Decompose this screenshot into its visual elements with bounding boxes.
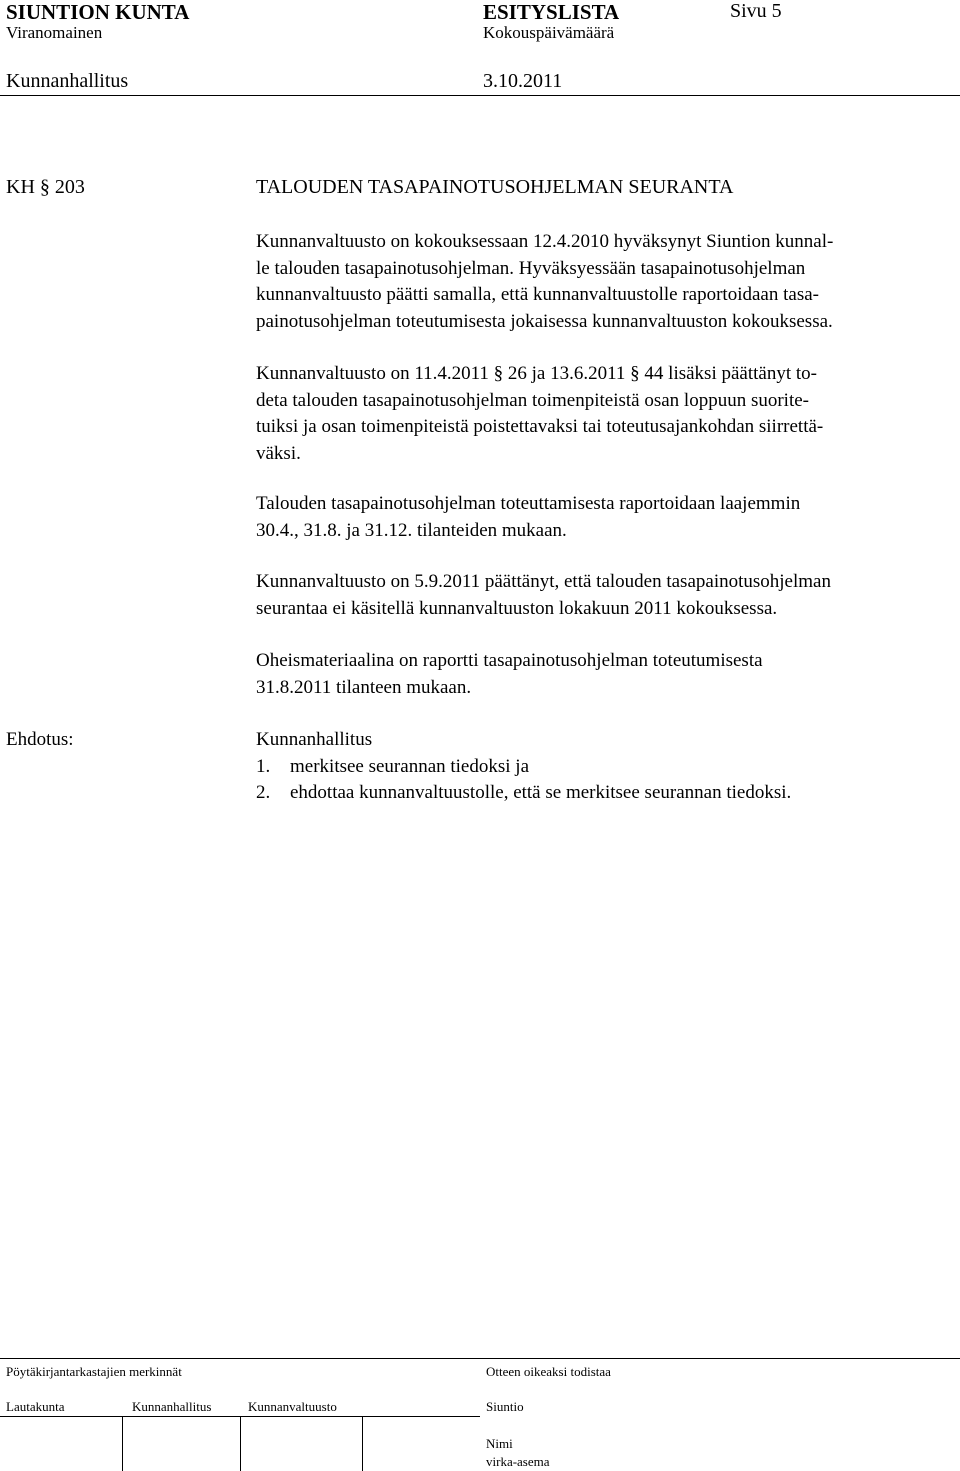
list-item [256, 754, 956, 781]
footer-col-divider [240, 1416, 241, 1471]
footer-col-council: Kunnanvaltuusto [248, 1399, 337, 1414]
paragraph-line: painotusohjelman toteutumisesta jokaisessa kunnanvaltuuston kokouksessa. [256, 310, 833, 332]
document-type: ESITYSLISTA [483, 0, 620, 24]
paragraph-line: deta talouden tasapainotusohjelman toimenpiteistä osan loppuun suorite- [256, 389, 809, 411]
paragraph-1 [256, 229, 956, 335]
footer-position: virka-asema [486, 1454, 550, 1469]
paragraph-line: tuiksi ja osan toimenpiteistä poistettavaksi tai toteutusajankohdan siirrettä- [256, 416, 824, 437]
footer-divider [0, 1358, 960, 1359]
paragraph-2 [256, 361, 956, 467]
paragraph-line: kunnanvaltuusto päätti samalla, että kunnanvaltuustolle raportoidaan tasa- [256, 284, 819, 305]
footer-col-divider [362, 1416, 363, 1471]
meeting-date-label: Kokouspäivämäärä [483, 23, 615, 42]
list-item-number: 1. [256, 755, 271, 777]
governing-body: Kunnanhallitus [6, 70, 129, 92]
footer-left-title: Pöytäkirjantarkastajien merkinnät [6, 1364, 182, 1379]
footer-name: Nimi [486, 1436, 513, 1451]
paragraph-5 [256, 648, 956, 701]
footer-place: Siuntio [486, 1399, 524, 1414]
footer-col-board: Lautakunta [6, 1399, 65, 1414]
paragraph-line: 31.8.2011 tilanteen mukaan. [256, 676, 472, 698]
paragraph-line: väksi. [256, 442, 301, 464]
paragraph-line: Oheismateriaalina on raportti tasapainotusohjelman toteutumisesta [256, 650, 763, 671]
list-item-text: ehdottaa kunnanvaltuustolle, että se merkitsee seurannan tiedoksi. [290, 782, 792, 803]
paragraph-line: Kunnanvaltuusto on 11.4.2011 § 26 ja 13.6.2011 § 44 lisäksi päättänyt to- [256, 363, 817, 384]
list-item [256, 780, 956, 807]
paragraph-line: Talouden tasapainotusohjelman toteuttamisesta raportoidaan laajemmin [256, 493, 801, 514]
item-title: TALOUDEN TASAPAINOTUSOHJELMAN SEURANTA [256, 176, 734, 198]
footer-col-municipal-board: Kunnanhallitus [132, 1399, 212, 1414]
paragraph-4 [256, 569, 956, 622]
proposal-block [256, 727, 956, 807]
paragraph-3 [256, 491, 956, 544]
paragraph-line: Kunnanvaltuusto on 5.9.2011 päättänyt, että talouden tasapainotusohjelman [256, 571, 831, 592]
proposal-list [256, 754, 956, 807]
organization-name: SIUNTION KUNTA [6, 0, 190, 24]
paragraph-line: Kunnanvaltuusto on kokouksessaan 12.4.2010 hyväksynyt Siuntion kunnal- [256, 231, 834, 252]
authority-label: Viranomainen [6, 23, 103, 42]
paragraph-line: le talouden tasapainotusohjelman. Hyväksyessään tasapainotusohjelman [256, 257, 806, 279]
footer-right-title: Otteen oikeaksi todistaa [486, 1364, 611, 1379]
proposal-actor: Kunnanhallitus [256, 729, 373, 750]
paragraph-line: 30.4., 31.8. ja 31.12. tilanteiden mukaan. [256, 519, 567, 541]
page-number: Sivu 5 [730, 0, 782, 22]
list-item-text: merkitsee seurannan tiedoksi ja [290, 755, 530, 777]
list-item-number: 2. [256, 782, 271, 803]
proposal-label: Ehdotus: [6, 729, 74, 750]
footer-col-divider [122, 1416, 123, 1471]
paragraph-line: seurantaa ei käsitellä kunnanvaltuuston lokakuun 2011 kokouksessa. [256, 597, 778, 619]
meeting-date: 3.10.2011 [483, 70, 563, 92]
header-divider [0, 95, 960, 96]
item-number: KH § 203 [6, 176, 85, 198]
